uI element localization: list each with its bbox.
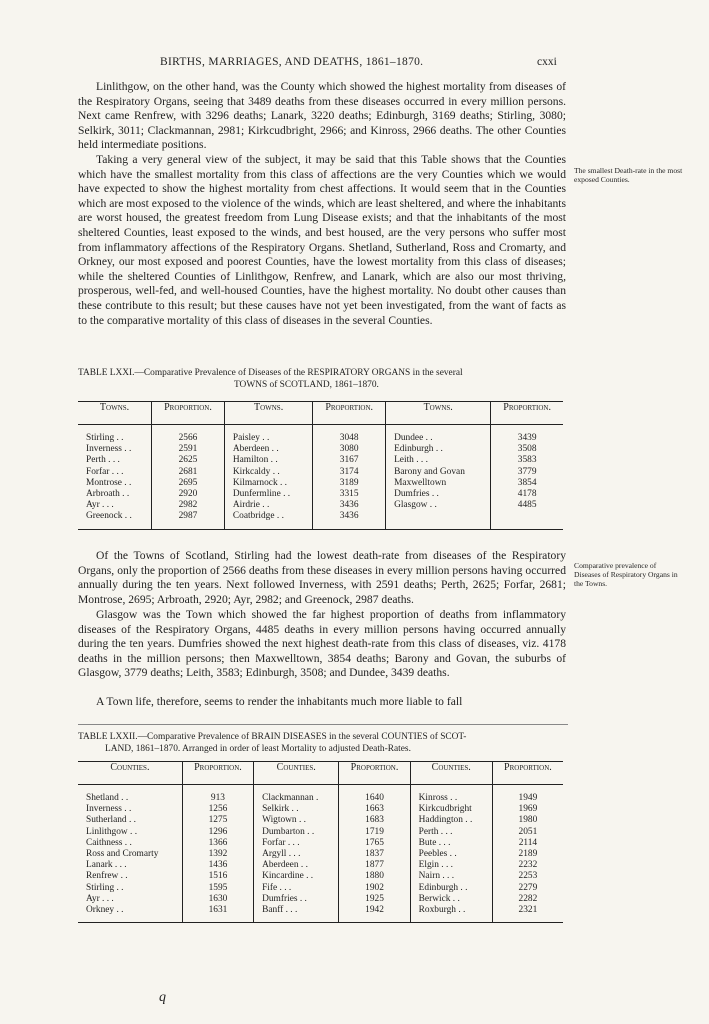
place-name-cell: Dumbarton . . (254, 827, 339, 838)
place-name-cell: Perth . . . (410, 827, 492, 838)
signature-mark: q (159, 990, 166, 1005)
place-name-cell: Inverness . . (78, 444, 152, 455)
table-lxxii (78, 761, 563, 923)
proportion-cell: 2982 (152, 500, 225, 511)
place-name-cell: Shetland . . (78, 785, 182, 805)
table-row (78, 804, 563, 815)
place-name-cell: Maxwelltown (386, 478, 491, 489)
table-lxxii-caption-line1: TABLE LXXII.—Comparative Prevalence of BRAIN DISEASES in the several COUNTIES of SCOT- (78, 732, 467, 742)
place-name-cell: Inverness . . (78, 804, 182, 815)
proportion-cell: 2253 (518, 871, 538, 882)
proportion-cell: 2681 (152, 467, 225, 478)
proportion-cell: 1880 (339, 871, 410, 882)
proportion-cell: 1392 (182, 849, 253, 860)
place-name-cell: Montrose . . (78, 478, 152, 489)
place-name-cell: Kirkcaldy . . (224, 467, 312, 478)
place-name-cell (386, 511, 491, 529)
table-row (78, 860, 563, 871)
place-name-cell: Caithness . . (78, 838, 182, 849)
paragraph-general-view: Taking a very general view of the subject, it may be said that this Table shows that the Counties which have the smallest mortality from this class of affections are the very Counties which we would have expected to show the highest mortality from chest affections. It would seem that in the Counties which are most exposed to the violence of the winds, which are least sheltered, and where the inhabitants are worst housed, the greatest freedom from Lung Disease exists; and that the inhabitants of the most sheltered Counties, least exposed to the winds, and best housed, are the very persons who suffer most from inflammatory affections of the Respiratory Organs. Shetland, Sutherland, Ross and Cromarty, and Orkney, our most exposed and poorest Counties, have the lowest mortality from this class of diseases; while the sheltered Counties of Linlithgow, Renfrew, and Lanark, which are also our most thriving, prosperous, well-fed, and well-housed Counties, have the highest mortality. No doubt other causes than these contribute to this result; but these causes have not yet been investigated, from the want of facts as to the comparative mortality of this class of diseases in the several Counties. (78, 153, 566, 327)
place-name-cell: Orkney . . (78, 905, 182, 923)
place-name-cell: Lanark . . . (78, 860, 182, 871)
place-name-cell: Nairn . . . (410, 871, 492, 882)
table-row (78, 467, 563, 478)
place-name-cell: Leith . . . (386, 455, 491, 466)
table-row (78, 871, 563, 882)
column-header: Counties. (78, 762, 182, 785)
paragraph-town-life: A Town life, therefore, seems to render the inhabitants much more liable to fall (96, 695, 463, 708)
column-header: Towns. (224, 402, 312, 425)
proportion-cell: 1516 (182, 871, 253, 882)
paragraph-towns-glasgow: Glasgow was the Town which showed the far highest proportion of deaths from inflammatory diseases of the Respiratory Organs, 4485 deaths in every million persons having occurred annually during the ten years. Dumfries showed the next highest death-rate from this class of diseases, viz. 4178 deaths in the million persons; then Maxwelltown, 3854 deaths; Barony and Govan, the suburbs of Glasgow, 3779 deaths; Leith, 3583; Edinburgh, 3508; and Dundee, 3439 deaths. (78, 608, 566, 680)
proportion-cell: 3436 (313, 500, 386, 511)
proportion-cell: 3174 (313, 467, 386, 478)
place-name-cell: Aberdeen . . (224, 444, 312, 455)
proportion-cell: 1969 (518, 804, 538, 815)
place-name-cell: Argyll . . . (254, 849, 339, 860)
proportion-cell: 2625 (152, 455, 225, 466)
place-name-cell: Berwick . . (410, 894, 492, 905)
place-name-cell: Peebles . . (410, 849, 492, 860)
table-row (78, 883, 563, 894)
place-name-cell: Sutherland . . (78, 815, 182, 826)
table-lxxii-caption (78, 724, 568, 755)
place-name-cell: Dundee . . (386, 425, 491, 445)
proportion-cell: 2566 (152, 425, 225, 445)
proportion-cell: 2695 (152, 478, 225, 489)
proportion-cell: 3508 (517, 444, 537, 455)
place-name-cell: Clackmannan . (254, 785, 339, 805)
proportion-cell: 3779 (517, 466, 537, 477)
table-lxxi-caption (78, 368, 568, 391)
proportion-cell: 3080 (313, 444, 386, 455)
table-row (78, 511, 563, 529)
column-header: Towns. (78, 402, 152, 425)
table-lxxi-caption-line1: TABLE LXXI.—Comparative Prevalence of Diseases of the RESPIRATORY ORGANS in the several (78, 368, 463, 378)
paragraph-towns-stirling: Of the Towns of Scotland, Stirling had the lowest death-rate from diseases of the Respiratory Organs, only the proportion of 2566 deaths from these diseases in every million persons having occurred annually during the ten years. Next followed Inverness, with 2591 deaths; Perth, 2625; Forfar, 2681; Montrose, 2695; Arbroath, 2920; Ayr, 2982; and Greenock, 2987 deaths. (78, 549, 566, 606)
proportion-cell: 1877 (339, 860, 410, 871)
proportion-cell: 1640 (339, 785, 410, 805)
table-row (78, 455, 563, 466)
place-name-cell: Banff . . . (254, 905, 339, 923)
place-name-cell: Kincardine . . (254, 871, 339, 882)
proportion-cell: 1925 (339, 894, 410, 905)
place-name-cell: Arbroath . . (78, 489, 152, 500)
column-header: Counties. (254, 762, 339, 785)
proportion-cell: 1296 (182, 827, 253, 838)
proportion-cell: 1631 (182, 905, 253, 923)
place-name-cell: Kirkcudbright (410, 804, 492, 815)
place-name-cell: Perth . . . (78, 455, 152, 466)
place-name-cell: Kinross . . (410, 785, 492, 805)
place-name-cell: Selkirk . . (254, 804, 339, 815)
column-header: Counties. (410, 762, 492, 785)
running-head: BIRTHS, MARRIAGES, AND DEATHS, 1861–1870. (160, 56, 424, 68)
proportion-cell: 1595 (182, 883, 253, 894)
proportion-cell: 1719 (339, 827, 410, 838)
paragraph-linlithgow: Linlithgow, on the other hand, was the County which showed the highest mortality from diseases of the Respiratory Organs, seeing that 3489 deaths from these diseases occurred in every million persons. Next came Renfrew, with 3296 deaths; Lanark, 3220 deaths; Edinburgh, 3169 deaths; Stirling, 3080; Selkirk, 3011; Clackmannan, 2981; Kirkcudbright, 2966; and Kinross, 2966 deaths. The other Counties held intermediate positions. (78, 80, 566, 152)
place-name-cell: Edinburgh . . (386, 444, 491, 455)
table-row (78, 478, 563, 489)
table-row (78, 425, 563, 445)
proportion-cell: 1436 (182, 860, 253, 871)
column-header: Proportion. (152, 402, 225, 425)
column-header: Proportion. (182, 762, 253, 785)
proportion-cell: 3436 (313, 511, 386, 529)
proportion-cell: 2920 (152, 489, 225, 500)
proportion-cell: 1949 (518, 793, 538, 803)
proportion-cell: 3189 (313, 478, 386, 489)
place-name-cell: Glasgow . . (386, 500, 491, 511)
proportion-cell: 3583 (517, 455, 537, 466)
proportion-cell: 1630 (182, 894, 253, 905)
proportion-cell: 3315 (313, 489, 386, 500)
place-name-cell: Greenock . . (78, 511, 152, 529)
place-name-cell: Dunfermline . . (224, 489, 312, 500)
proportion-cell: 2232 (518, 860, 538, 871)
place-name-cell: Linlithgow . . (78, 827, 182, 838)
place-name-cell: Dumfries . . (254, 894, 339, 905)
proportion-cell: 2591 (152, 444, 225, 455)
proportion-cell: 3167 (313, 455, 386, 466)
proportion-cell: 2051 (518, 826, 538, 837)
proportion-cell: 2189 (518, 849, 538, 860)
place-name-cell: Barony and Govan (386, 467, 491, 478)
place-name-cell: Aberdeen . . (254, 860, 339, 871)
proportion-cell: 1275 (182, 815, 253, 826)
proportion-cell: 1837 (339, 849, 410, 860)
proportion-cell: 1980 (518, 815, 538, 826)
proportion-cell: 1902 (339, 883, 410, 894)
place-name-cell: Wigtown . . (254, 815, 339, 826)
proportion-cell: 3439 (517, 433, 537, 443)
proportion-cell: 4485 (517, 500, 537, 511)
place-name-cell: Hamilton . . (224, 455, 312, 466)
table-lxxii-caption-line2: LAND, 1861–1870. Arranged in order of least Mortality to adjusted Death-Rates. (105, 743, 411, 754)
place-name-cell: Fife . . . (254, 883, 339, 894)
proportion-cell: 1366 (182, 838, 253, 849)
table-row (78, 444, 563, 455)
proportion-cell: 2279 (518, 882, 538, 893)
proportion-cell: 3854 (517, 477, 537, 488)
proportion-cell: 2114 (518, 837, 538, 848)
table-row (78, 905, 563, 923)
place-name-cell: Forfar . . . (78, 467, 152, 478)
proportion-cell: 1765 (339, 838, 410, 849)
column-header: Proportion. (492, 762, 563, 785)
place-name-cell: Haddington . . (410, 815, 492, 826)
place-name-cell: Ayr . . . (78, 500, 152, 511)
place-name-cell: Stirling . . (78, 425, 152, 445)
place-name-cell: Roxburgh . . (410, 905, 492, 923)
proportion-cell: 3048 (313, 425, 386, 445)
proportion-cell: 2282 (518, 893, 538, 904)
table-lxxi (78, 401, 563, 530)
proportion-cell: 4178 (517, 489, 537, 500)
place-name-cell: Renfrew . . (78, 871, 182, 882)
place-name-cell: Elgin . . . (410, 860, 492, 871)
place-name-cell: Kilmarnock . . (224, 478, 312, 489)
table-row (78, 815, 563, 826)
proportion-cell: 1663 (339, 804, 410, 815)
table-row (78, 849, 563, 860)
place-name-cell: Forfar . . . (254, 838, 339, 849)
column-header: Proportion. (313, 402, 386, 425)
proportion-cell: 1256 (182, 804, 253, 815)
table-row (78, 894, 563, 905)
place-name-cell: Bute . . . (410, 838, 492, 849)
proportion-cell: 913 (182, 785, 253, 805)
table-row (78, 785, 563, 805)
proportion-cell (491, 511, 563, 529)
table-lxxi-caption-line2: TOWNS of SCOTLAND, 1861–1870. (234, 379, 379, 390)
place-name-cell: Coatbridge . . (224, 511, 312, 529)
proportion-cell: 1942 (339, 905, 410, 923)
proportion-cell: 2321 (492, 905, 563, 923)
place-name-cell: Ayr . . . (78, 894, 182, 905)
proportion-cell: 1683 (339, 815, 410, 826)
margin-note-towns: Comparative prevalence of Diseases of Respiratory Organs in the Towns. (574, 561, 678, 588)
place-name-cell: Paisley . . (224, 425, 312, 445)
page-number: cxxi (537, 56, 557, 68)
place-name-cell: Dumfries . . (386, 489, 491, 500)
place-name-cell: Edinburgh . . (410, 883, 492, 894)
column-header: Proportion. (491, 402, 563, 425)
margin-note-smallest-death-rate: The smallest Death-rate in the most exposed Counties. (574, 166, 683, 184)
table-row (78, 838, 563, 849)
table-row (78, 500, 563, 511)
place-name-cell: Stirling . . (78, 883, 182, 894)
column-header: Towns. (386, 402, 491, 425)
place-name-cell: Ross and Cromarty (78, 849, 182, 860)
table-row (78, 827, 563, 838)
column-header: Proportion. (339, 762, 410, 785)
proportion-cell: 2987 (152, 511, 225, 529)
table-row (78, 489, 563, 500)
place-name-cell: Airdrie . . (224, 500, 312, 511)
